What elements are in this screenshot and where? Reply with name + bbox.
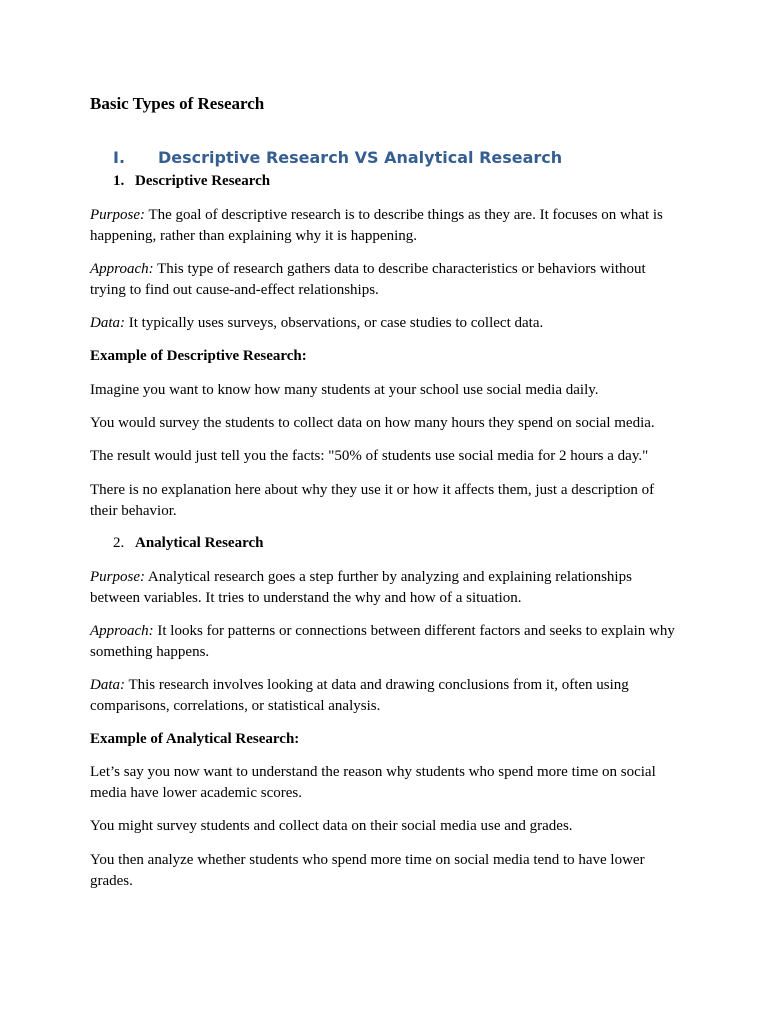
descriptive-purpose-label: Purpose:	[90, 207, 145, 223]
analytical-example-3: You then analyze whether students who spend more time on social media tend to have lower grades.	[90, 852, 645, 889]
descriptive-purpose-text: The goal of descriptive research is to describe things as they are. It focuses on what is happening, rather than explaining why it is happening.	[90, 207, 663, 244]
section-heading-text: Descriptive Research VS Analytical Research	[158, 148, 563, 167]
analytical-purpose-text: Analytical research goes a step further by analyzing and explaining relationships between variables. It tries to understand the why and how of a situation.	[90, 569, 632, 606]
descriptive-example-4: There is no explanation here about why they use it or how it affects them, just a description of their behavior.	[90, 482, 655, 519]
analytical-number: 2.	[113, 535, 125, 551]
analytical-heading	[113, 533, 263, 553]
analytical-example-1: Let’s say you now want to understand the reason why students who spend more time on social media have lower academic scores.	[90, 764, 656, 801]
analytical-example-2: You might survey students and collect data on their social media use and grades.	[90, 818, 573, 834]
descriptive-heading-text: Descriptive Research	[135, 173, 271, 189]
descriptive-example-1: Imagine you want to know how many students at your school use social media daily.	[90, 382, 599, 398]
analytical-data-label: Data:	[90, 677, 125, 693]
analytical-example-heading: Example of Analytical Research:	[90, 731, 300, 747]
descriptive-purpose	[90, 205, 680, 246]
descriptive-approach-text: This type of research gathers data to describe characteristics or behaviors without trying to find out cause-and-effect relationships.	[90, 261, 646, 298]
descriptive-data-label: Data:	[90, 315, 125, 331]
analytical-data-text: This research involves looking at data and drawing conclusions from it, often using comparisons, correlations, or statistical analysis.	[90, 677, 629, 714]
analytical-heading-text: Analytical Research	[135, 535, 264, 551]
analytical-approach-text: It looks for patterns or connections between different factors and seeks to explain why something happens.	[90, 623, 675, 660]
descriptive-approach-label: Approach:	[90, 261, 154, 277]
descriptive-example-3: The result would just tell you the facts: "50% of students use social media for 2 hours a day."	[90, 448, 649, 464]
descriptive-approach	[90, 259, 680, 300]
analytical-purpose-label: Purpose:	[90, 569, 145, 585]
descriptive-data-text: It typically uses surveys, observations, or case studies to collect data.	[125, 315, 544, 331]
descriptive-example-heading: Example of Descriptive Research:	[90, 348, 307, 364]
analytical-approach-label: Approach:	[90, 623, 154, 639]
descriptive-data	[90, 313, 680, 334]
section-heading	[113, 147, 562, 169]
descriptive-heading	[113, 171, 270, 191]
analytical-data	[90, 675, 680, 716]
document-title: Basic Types of Research	[90, 94, 265, 113]
analytical-approach	[90, 621, 680, 662]
descriptive-number: 1.	[113, 173, 125, 189]
analytical-purpose	[90, 567, 680, 608]
section-number: I.	[113, 148, 126, 167]
descriptive-example-2: You would survey the students to collect data on how many hours they spend on social media.	[90, 415, 655, 431]
